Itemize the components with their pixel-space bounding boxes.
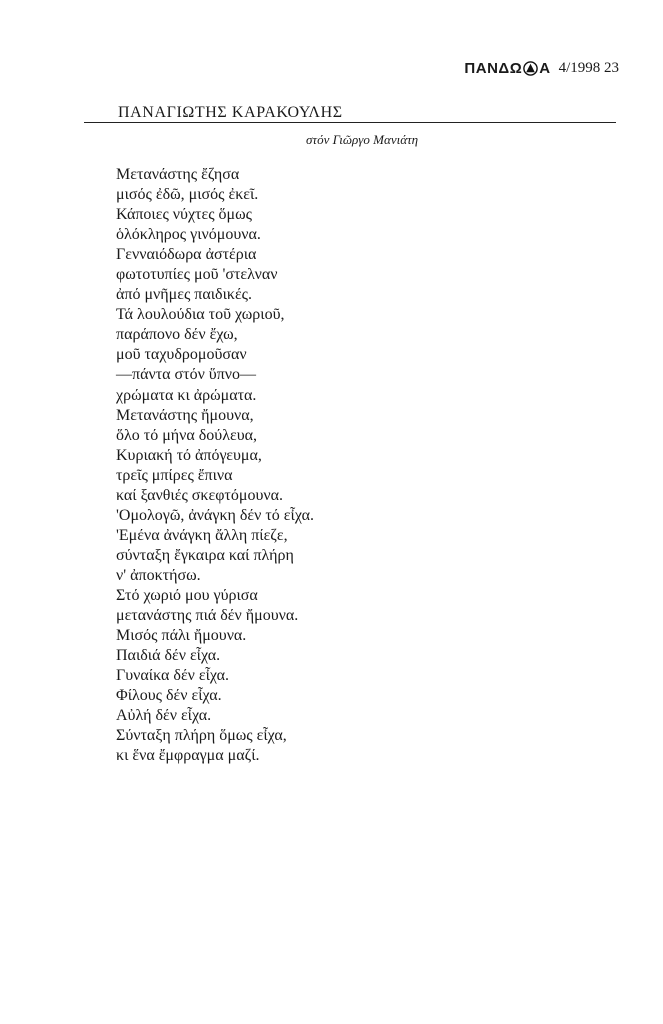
poem-line: ἀπό μνῆμες παιδικές. [116, 286, 252, 304]
poem-line: Σύνταξη πλήρη ὅμως εἶχα, [116, 727, 287, 745]
poem-line: Γενναιόδωρα ἀστέρια [116, 246, 257, 264]
poem-line: χρώματα κι ἀρώματα. [116, 386, 257, 404]
poem-line: Τά λουλούδια τοῦ χωριοῦ, [116, 306, 285, 324]
poem-line: καί ξανθιές σκεφτόμουνα. [116, 486, 283, 504]
journal-name-left: ΠΑΝΔΩ [464, 60, 523, 77]
author-name: ΠΑΝΑΓΙΩΤΗΣ ΚΑΡΑΚΟΥΛΗΣ [118, 104, 343, 121]
journal-name-right: Α [539, 60, 551, 77]
poem-line: ὅλο τό μήνα δούλευα, [116, 426, 257, 444]
poem-line: μετανάστης πιά δέν ἤμουνα. [116, 607, 299, 625]
poem-line: παράπονο δέν ἔχω, [116, 326, 238, 344]
poem-line: μισός ἐδῶ, μισός ἐκεῖ. [116, 186, 259, 204]
poem-line: Φίλους δέν εἶχα. [116, 687, 222, 705]
poem-line: τρεῖς μπίρες ἔπινα [116, 466, 233, 484]
poem [116, 165, 314, 766]
poem-line: ὁλόκληρος γινόμουνα. [116, 226, 261, 244]
poem-line: Αὐλή δέν εἶχα. [116, 707, 212, 725]
poem-line: Μισός πάλι ἤμουνα. [116, 627, 247, 645]
dedication: στόν Γιῶργο Μανιάτη [306, 132, 419, 147]
issue-and-page [559, 60, 619, 77]
poem-line: —πάντα στόν ὕπνο— [116, 366, 257, 384]
poem-line: σύνταξη ἔγκαιρα καί πλήρη [116, 546, 294, 564]
poem-line: ν' ἀποκτήσω. [116, 566, 201, 584]
poem-line: 'Εμένα ἀνάγκη ἄλλη πίεζε, [116, 526, 288, 544]
poem-line: 'Ομολογῶ, ἀνάγκη δέν τό εἶχα. [116, 506, 314, 524]
page-number: 23 [604, 60, 619, 76]
poem-line: Παιδιά δέν εἶχα. [116, 647, 221, 665]
issue-number: 4/1998 [558, 60, 601, 76]
poem-line: φωτοτυπίες μοῦ 'στελναν [116, 266, 278, 284]
poem-line: μοῦ ταχυδρομοῦσαν [116, 346, 247, 364]
header-rule [84, 122, 616, 123]
poem-line: Μετανάστης ἤμουνα, [116, 406, 254, 424]
poem-line: Κάποιες νύχτες ὅμως [116, 206, 252, 224]
running-head [464, 60, 619, 77]
poem-line: Κυριακή τό ἀπόγευμα, [116, 446, 262, 464]
poem-line: Γυναίκα δέν εἶχα. [116, 667, 230, 685]
poem-line: Μετανάστης ἔζησα [116, 166, 240, 183]
poem-line: κι ἕνα ἔμφραγμα μαζί. [116, 747, 260, 765]
pandora-logo-icon [523, 61, 538, 76]
poem-line: Στό χωριό μου γύρισα [116, 586, 258, 604]
